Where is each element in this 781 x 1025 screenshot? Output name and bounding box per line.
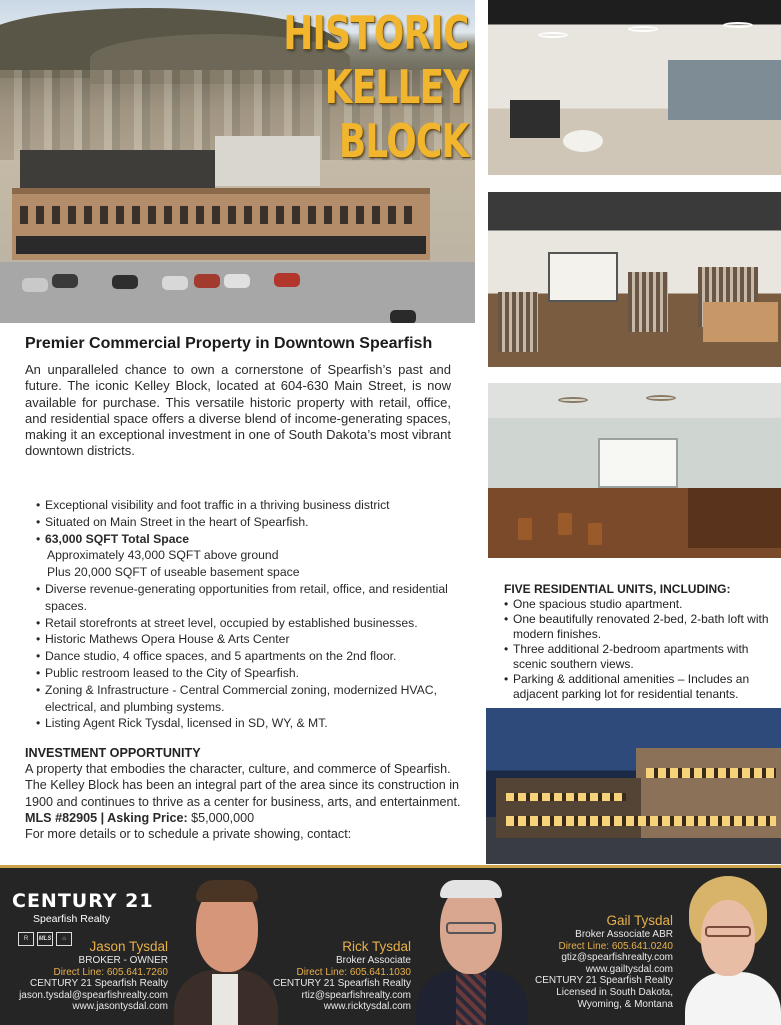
feature-item: • Zoning & Infrastructure - Central Commercial zoning, modernized HVAC, electrical, and plumbing systems. <box>36 682 481 716</box>
investment-body: A property that embodies the character, culture, and commerce of Spearfish. The Kelley Block has been an integral part of the area since its construction in 1900 and continues to thrive as a center for business, arts, and entertainment. <box>25 762 461 809</box>
feature-subitem: Plus 20,000 SQFT of useable basement space <box>47 565 300 580</box>
mls-label: MLS #82905 | Asking Price: <box>25 810 188 825</box>
car <box>112 275 138 289</box>
agent-role: BROKER - OWNER <box>78 955 168 966</box>
storefront-awning <box>16 236 426 254</box>
hero-title-line: BLOCK <box>339 114 469 168</box>
portrait-shirt <box>456 973 486 1025</box>
feature-item-bold: 63,000 SQFT Total Space <box>45 531 190 546</box>
agent-role: Broker Associate <box>335 955 411 966</box>
storefront-window <box>668 60 781 120</box>
residential-item: • One spacious studio apartment. <box>504 597 774 612</box>
car <box>22 278 48 292</box>
portrait-shirt <box>212 974 238 1025</box>
agent-email[interactable]: gtiz@spearfishrealty.com <box>561 952 673 964</box>
feature-subitem: Approximately 43,000 SQFT above ground <box>47 548 279 563</box>
pendant-light <box>646 395 676 401</box>
booth <box>688 488 781 548</box>
chair <box>588 523 602 545</box>
feature-item: • Public restroom leased to the City of Spearfish. <box>36 665 481 682</box>
brand-office: Spearfish Realty <box>33 913 111 925</box>
agent-jason <box>19 939 168 1013</box>
feature-item: • Exceptional visibility and foot traffic in a thriving business district <box>36 497 481 514</box>
ceiling-light <box>723 22 753 28</box>
residential-title: FIVE RESIDENTIAL UNITS, INCLUDING: <box>504 582 731 596</box>
agent-company: CENTURY 21 Spearfish Realty <box>534 975 673 987</box>
clothing-rack <box>628 272 668 332</box>
headline: Premier Commercial Property in Downtown Spearfish <box>25 335 433 352</box>
restaurant-interior-photo <box>488 383 781 558</box>
equal-housing-icon: ⌂ <box>56 932 72 946</box>
feature-item: • Diverse revenue-generating opportunities from retail, office, and residential spaces. <box>36 581 481 615</box>
clothing-rack <box>498 292 538 352</box>
agent-website[interactable]: www.jasontysdal.com <box>72 1001 168 1013</box>
boutique-interior-photo <box>488 192 781 367</box>
agent-license: Licensed in South Dakota, <box>556 986 673 998</box>
display-table <box>703 302 778 342</box>
investment-section <box>25 745 475 842</box>
agent-email[interactable]: jason.tysdal@spearfishrealty.com <box>19 989 168 1001</box>
salon-interior-photo <box>488 0 781 175</box>
agent-name: Jason Tysdal <box>89 939 168 954</box>
feature-item <box>36 531 481 548</box>
asking-price: $5,000,000 <box>191 810 255 825</box>
feature-item: • Listing Agent Rick Tysdal, licensed in SD, WY, & MT. <box>36 715 481 732</box>
rick-portrait <box>412 878 532 1025</box>
hero-aerial-photo <box>0 0 475 323</box>
feature-item: • Situated on Main Street in the heart of Spearfish. <box>36 514 481 531</box>
feature-item: • Dance studio, 4 office spaces, and 5 apartments on the 2nd floor. <box>36 648 481 665</box>
ceiling-light <box>628 26 658 32</box>
car <box>52 274 78 288</box>
hero-title <box>284 6 469 168</box>
glasses-icon <box>446 922 496 934</box>
portrait-top <box>685 972 781 1025</box>
residential-units <box>504 582 774 702</box>
lit-storefronts <box>506 816 776 826</box>
glasses-icon <box>705 926 751 937</box>
car <box>390 310 416 323</box>
ceiling-light <box>538 32 568 38</box>
agent-website[interactable]: www.ricktysdal.com <box>323 1001 411 1013</box>
agent-license: Wyoming, & Montana <box>577 998 673 1010</box>
agent-email[interactable]: rtiz@spearfishrealty.com <box>301 989 411 1001</box>
residential-item: • Three additional 2-bedroom apartments with scenic southern views. <box>504 642 774 672</box>
residential-list <box>504 597 774 702</box>
contact-prompt: For more details or to schedule a private showing, contact: <box>25 827 352 842</box>
portrait-hair <box>440 880 502 898</box>
front-window <box>598 438 678 488</box>
agent-phone[interactable]: Direct Line: 605.641.1030 <box>296 966 411 978</box>
night-exterior-photo <box>486 708 781 864</box>
mls-price-line <box>25 810 475 826</box>
building-facade <box>496 778 641 838</box>
agent-phone[interactable]: Direct Line: 605.641.7260 <box>53 966 168 978</box>
agent-role: Broker Associate ABR <box>575 929 673 940</box>
agent-rick <box>273 939 411 1013</box>
car <box>194 274 220 288</box>
investment-title: INVESTMENT OPPORTUNITY <box>25 746 201 760</box>
pendant-light <box>558 397 588 403</box>
agent-phone[interactable]: Direct Line: 605.641.0240 <box>558 940 673 952</box>
portrait-face <box>701 900 755 976</box>
gail-portrait <box>683 876 781 1025</box>
chair <box>558 513 572 535</box>
residential-item: • Parking & additional amenities – Includes an adjacent parking lot for residential tenants. <box>504 672 774 702</box>
portrait-hair <box>196 880 258 902</box>
hero-title-line: KELLEY <box>325 60 469 114</box>
agent-company: CENTURY 21 Spearfish Realty <box>272 978 411 990</box>
agent-footer <box>0 868 781 1025</box>
agent-name: Gail Tysdal <box>606 913 673 928</box>
feature-item: • Historic Mathews Opera House & Arts Center <box>36 631 481 648</box>
realtor-icon: R <box>18 932 34 946</box>
feature-list <box>36 497 481 732</box>
lit-windows <box>506 793 626 801</box>
hero-title-line: HISTORIC <box>283 6 469 60</box>
agent-gail <box>535 913 673 1010</box>
chair <box>518 518 532 540</box>
agent-name: Rick Tysdal <box>342 939 411 954</box>
round-table <box>563 130 603 152</box>
agent-company: CENTURY 21 Spearfish Realty <box>29 978 168 990</box>
storefront-window <box>548 252 618 302</box>
intro-paragraph: An unparalleled chance to own a cornerstone of Spearfish’s past and future. The iconic Kelley Block, located at 604-630 Main Street, is now available for purchase. This versatile historic property with retail, office, and residential space offers a diverse blend of income-generating spaces, making it an exceptional investment in one of South Dakota’s most vibrant downtown districts. <box>25 362 451 459</box>
jason-portrait <box>172 878 280 1025</box>
building-windows <box>20 206 420 224</box>
feature-item: • Retail storefronts at street level, occupied by established businesses. <box>36 615 481 632</box>
mls-icon: MLS <box>37 932 53 946</box>
car <box>274 273 300 287</box>
brand-name: CENTURY 21 <box>12 890 154 912</box>
century21-logo <box>12 890 154 925</box>
sofa <box>510 100 560 138</box>
lit-windows <box>646 768 776 778</box>
agent-website[interactable]: www.gailtysdal.com <box>585 963 673 975</box>
car <box>162 276 188 290</box>
car <box>224 274 250 288</box>
residential-item: • One beautifully renovated 2-bed, 2-bath loft with modern finishes. <box>504 612 774 642</box>
